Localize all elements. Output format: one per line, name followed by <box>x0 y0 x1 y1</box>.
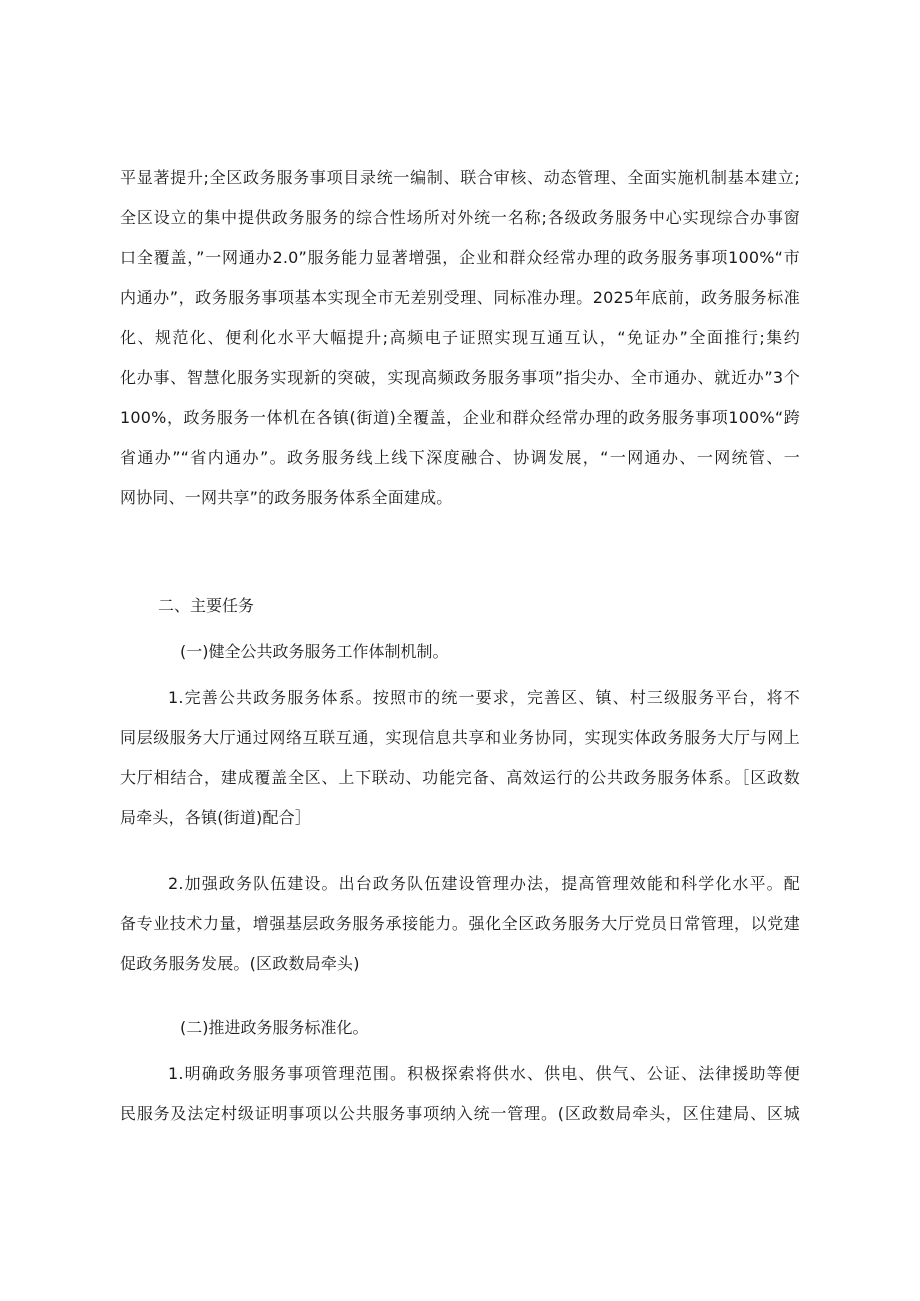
text-line: 1.明确政务服务事项管理范围。积极探索将供水、供电、供气、公证、法律援助等便 <box>168 1064 800 1083</box>
text-line: 民服务及法定村级证明事项以公共服务事项纳入统一管理。(区政数局牵头，区住建局、区城 <box>120 1104 800 1123</box>
text-line: 化办事、智慧化服务实现新的突破，实现高频政务服务事项”指尖办、全市通办、就近办”3个 <box>120 368 800 387</box>
paragraph-goals <box>120 158 800 518</box>
text-line: 网协同、一网共享”的政务服务体系全面建成。 <box>120 488 453 507</box>
paragraph-item-1-2 <box>120 864 800 984</box>
paragraph-item-2-1 <box>120 1054 800 1134</box>
text-line: 平显著提升;全区政务服务事项目录统一编制、联合审核、动态管理、全面实施机制基本建立; <box>120 168 800 187</box>
subsection-heading-mechanism: (一)健全公共政务服务工作体制机制。 <box>180 642 449 661</box>
text-line: 大厅相结合，建成覆盖全区、上下联动、功能完备、高效运行的公共政务服务体系。［区政数 <box>120 768 800 787</box>
text-line: 1.完善公共政务服务体系。按照市的统一要求，完善区、镇、村三级服务平台，将不 <box>168 688 800 707</box>
text-line: 口全覆盖，”一网通办2.0”服务能力显著增强，企业和群众经常办理的政务服务事项100%“市 <box>120 248 800 267</box>
text-line: 2.加强政务队伍建设。出台政务队伍建设管理办法，提高管理效能和科学化水平。配 <box>168 874 800 893</box>
text-line: 省通办”“省内通办”。政务服务线上线下深度融合、协调发展，“一网通办、一网统管、一 <box>120 448 800 467</box>
text-line: 备专业技术力量，增强基层政务服务承接能力。强化全区政务服务大厅党员日常管理，以党建 <box>120 914 800 933</box>
subsection-heading-standardization: (二)推进政务服务标准化。 <box>180 1018 369 1037</box>
paragraph-item-1-1 <box>120 678 800 838</box>
text-line: 促政务服务发展。(区政数局牵头) <box>120 954 360 973</box>
text-line: 全区设立的集中提供政务服务的综合性场所对外统一名称;各级政务服务中心实现综合办事窗 <box>120 208 800 227</box>
text-line: 化、规范化、便利化水平大幅提升;高频电子证照实现互通互认，“免证办”全面推行;集约 <box>120 328 800 347</box>
section-heading-main-tasks: 二、主要任务 <box>158 596 255 615</box>
text-line: 100%，政务服务一体机在各镇(街道)全覆盖，企业和群众经常办理的政务服务事项100%“跨 <box>120 408 800 427</box>
text-line: 同层级服务大厅通过网络互联互通，实现信息共享和业务协同，实现实体政务服务大厅与网上 <box>120 728 800 747</box>
text-line: 内通办”，政务服务事项基本实现全市无差别受理、同标准办理。2025年底前，政务服务标准 <box>120 288 800 307</box>
text-line: 局牵头，各镇(街道)配合］ <box>120 808 312 827</box>
